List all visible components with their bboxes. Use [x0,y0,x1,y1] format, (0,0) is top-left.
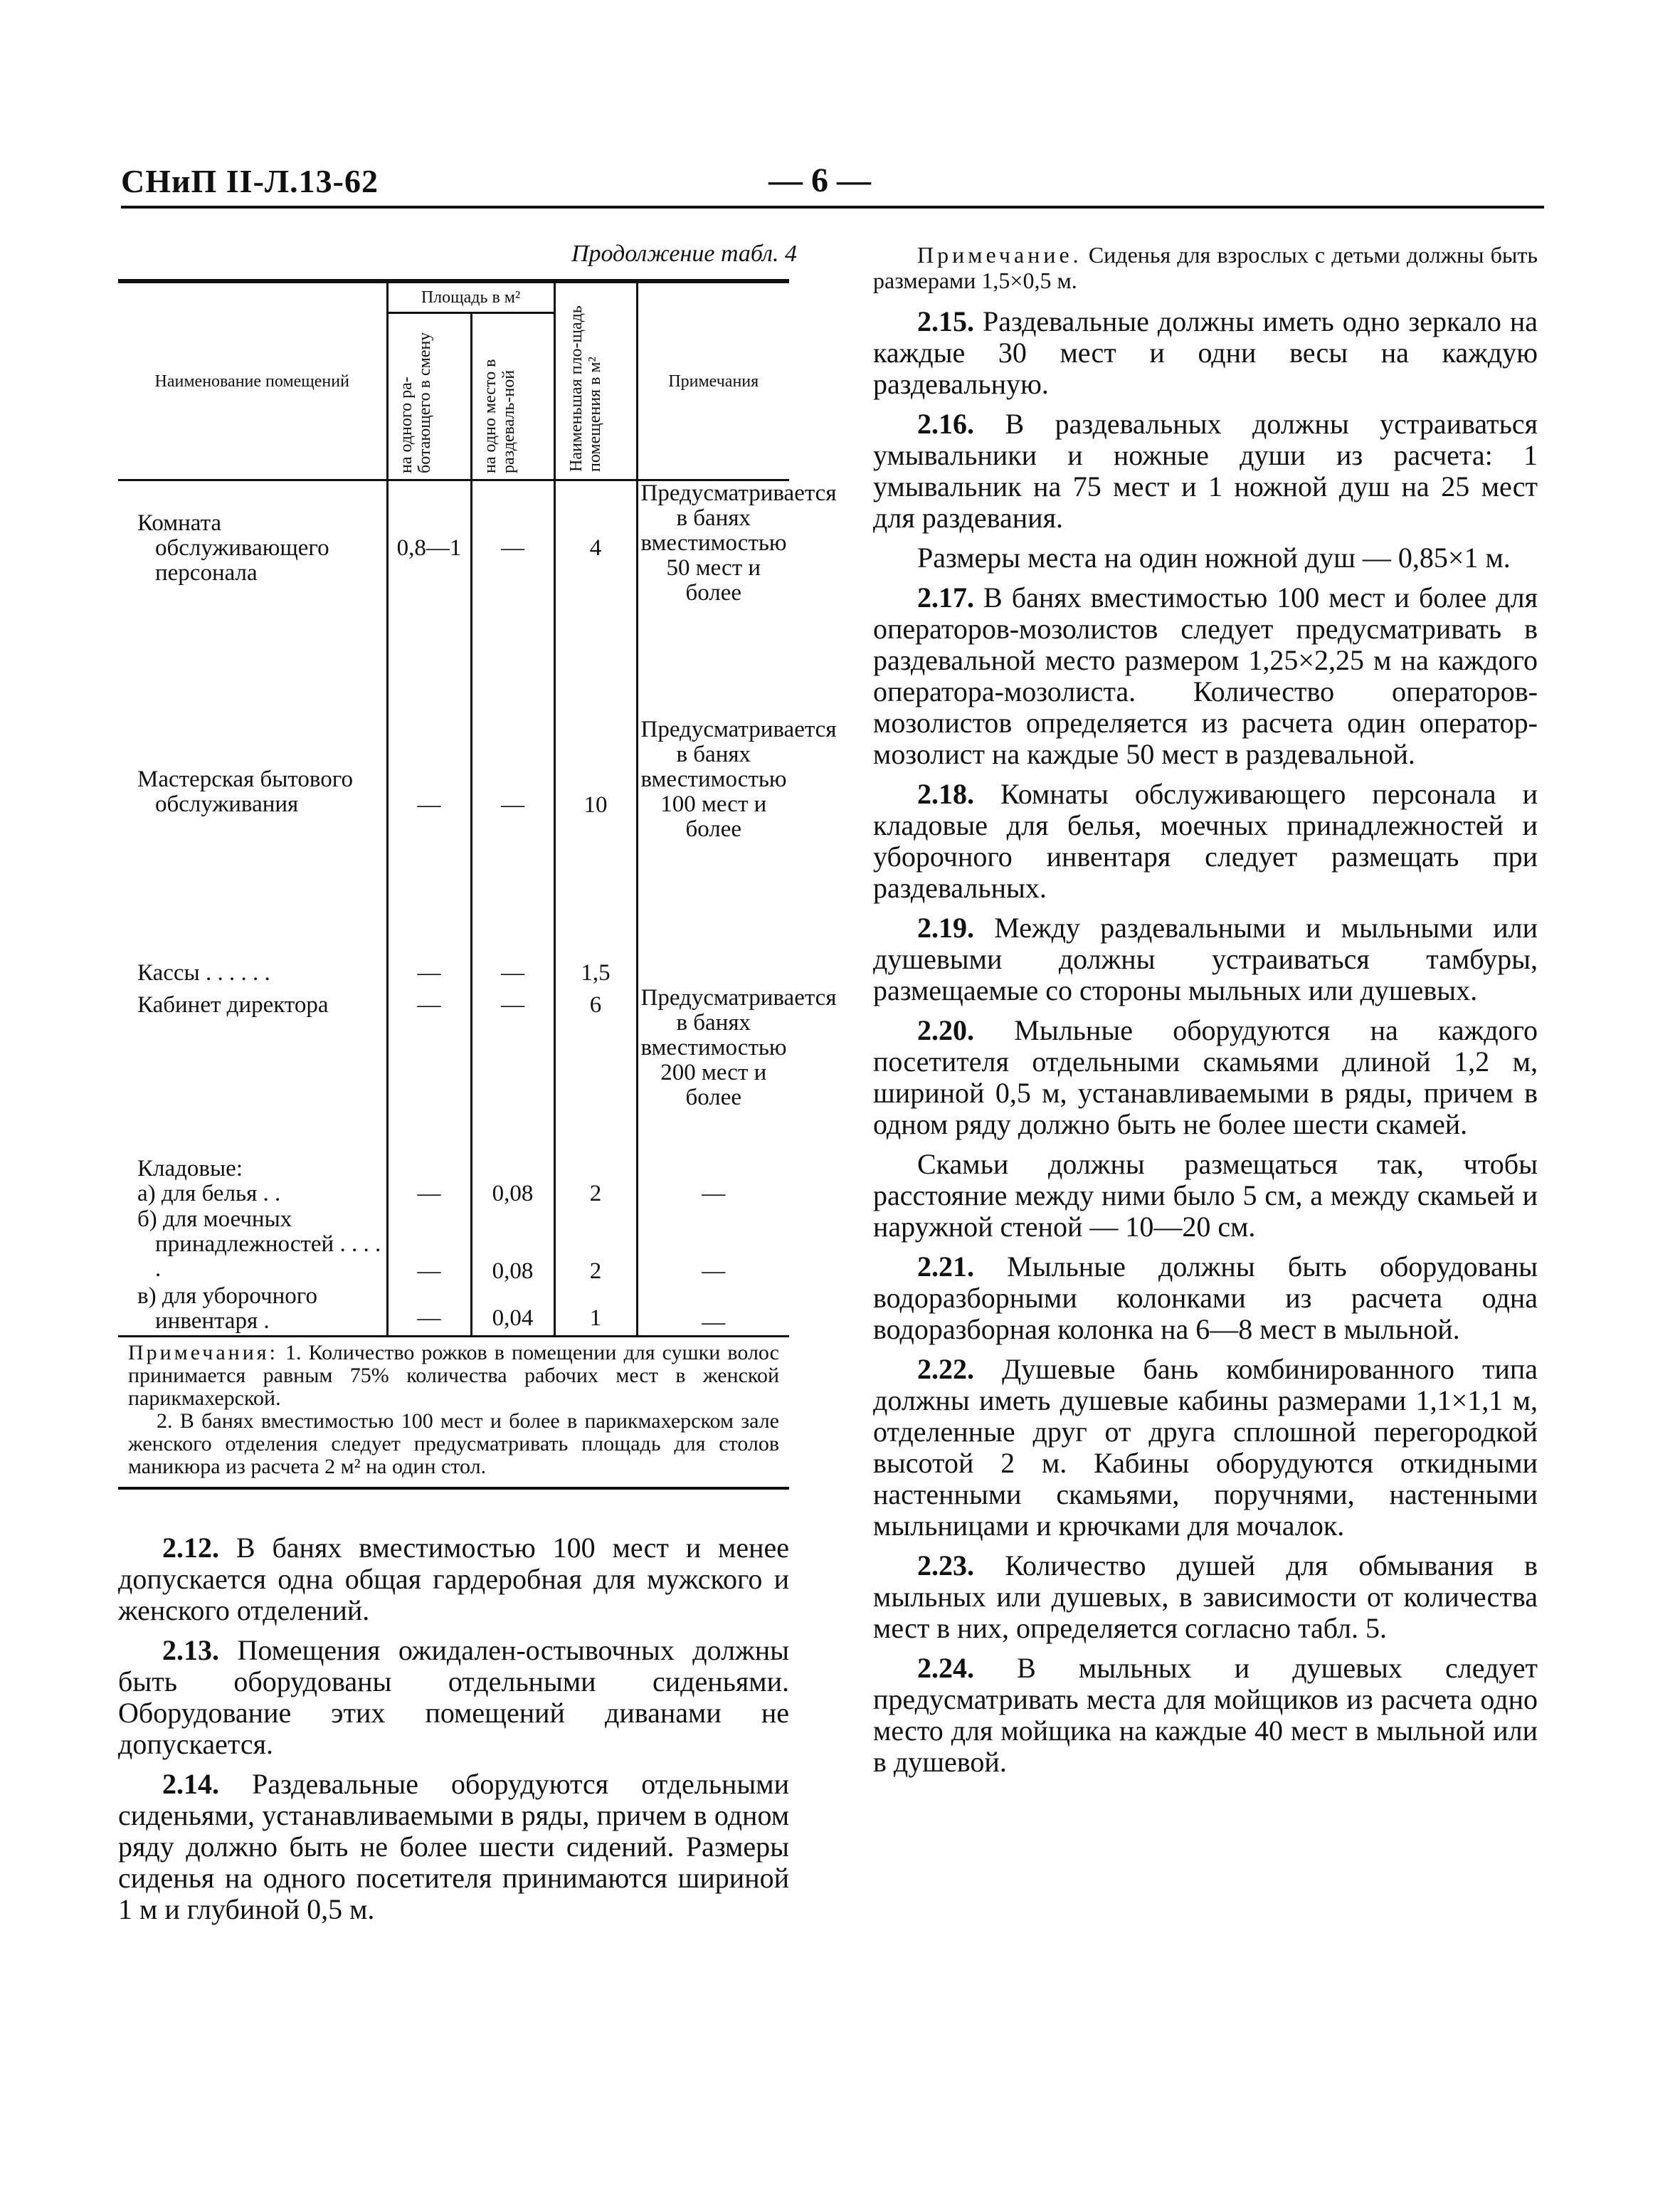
room-name: Кассы . . . . . . [137,960,270,986]
table-row [118,1155,789,1181]
paragraph-text: Мыльные должны быть оборудованы водоразборными колонками из расчета одна водоразборная колонка на 6—8 мест в мыльной. [873,1251,1538,1345]
table-notes [118,1337,789,1489]
area-per-place: — [471,954,554,986]
min-area [554,1155,637,1181]
paragraph [873,582,1538,770]
table-row [118,1284,789,1337]
room-note: — [637,1207,789,1284]
area-per-place: — [471,717,554,954]
paragraph [873,1015,1538,1140]
paragraph-number: 2.18. [917,778,974,810]
paragraph [873,409,1538,534]
area-per-worker: — [387,717,471,954]
paragraph-number: 2.21. [917,1251,974,1283]
area-per-worker: — [387,1181,471,1207]
paragraph-text: В раздевальных должны устраиваться умывальники и ножные души из расчета: 1 умывальник на 75 мест и 1 ножной душ на 25 мест для раздевания. [873,408,1538,534]
room-name: в) для уборочного инвентаря . [137,1283,317,1334]
paragraph [873,1550,1538,1644]
paragraph [118,1769,789,1925]
table-row [118,1207,789,1284]
area-per-place [471,1155,554,1181]
paragraph-number: 2.23. [917,1549,974,1581]
paragraph-text: Размеры места на один ножной душ — 0,85×1 м. [917,542,1511,574]
paragraph-text: Количество душей для обмывания в мыльных или душевых, в зависимости от количества мест в них, определяется согласно табл. 5. [873,1549,1538,1644]
paragraph-number: 2.17. [917,581,974,614]
room-note: Предусматривается в банях вместимостью 50 мест и более [637,480,789,718]
page-number: — 6 — [768,162,871,199]
paragraph [873,1149,1538,1243]
area-per-worker: 0,8—1 [387,480,471,718]
paragraph-text: Раздевальные оборудуются отдельными сиденьями, устанавливаемыми в ряды, причем в одном ряду должно быть не более шести сидений. Размеры сиденья на одного посетителя принимаются шириной 1 м и глубиной 0,5 м. [118,1768,789,1925]
seat-note [873,242,1538,293]
table-row [118,717,789,954]
table-row [118,986,789,1155]
paragraph-text: Раздевальные должны иметь одно зеркало на каждые 30 мест и одни весы на каждую раздевальную. [873,305,1538,400]
paragraph-text: Мыльные оборудуются на каждого посетителя отдельными скамьями длиной 1,2 м, шириной 0,5 м, устанавливаемыми в ряды, причем в одном ряду должно быть не более шести скамей. [873,1014,1538,1140]
min-area: 10 [554,717,637,954]
room-name: Кабинет директора [137,992,329,1018]
header-area-group: Площадь в м² [387,281,554,313]
room-name: б) для моечных принадлежностей . . . . . [137,1206,381,1282]
area-per-place: 0,04 [471,1284,554,1337]
area-per-place: 0,08 [471,1181,554,1207]
table-notes-label: Примечания: [128,1341,278,1364]
paragraph-number: 2.15. [917,305,974,337]
paragraph-text: Скамьи должны размещаться так, чтобы расстояние между ними было 5 см, а между скамьей и наружной стеной — 10—20 см. [873,1148,1538,1243]
room-note: — [637,1284,789,1337]
paragraph [873,306,1538,400]
area-per-place: — [471,986,554,1155]
paragraph-number: 2.13. [162,1634,219,1666]
paragraph-text: В банях вместимостью 100 мест и более для операторов-мозолистов следует предусматривать в раздевальной место размером 1,25×2,25 м на каждого оператора-мозолиста. Количество операторов-мозолистов определяется из расчета один оператор-мозолист на каждые 50 мест в раздевальной. [873,581,1538,770]
area-per-worker: — [387,1284,471,1337]
room-note: Предусматривается в банях вместимостью 100 мест и более [637,717,789,954]
area-per-place: — [471,480,554,718]
room-note [637,1155,789,1181]
table-note-2: 2. В банях вместимостью 100 мест и более в парикмахерском зале женского отделения следует предусматривать площадь для столов маникюра из расчета 2 м² на один стол. [128,1409,779,1478]
table-row [118,480,789,718]
paragraph-number: 2.12. [162,1532,219,1564]
paragraph [873,779,1538,904]
paragraph-text: В мыльных и душевых следует предусматривать места для мойщиков из расчета одно место для мойщика на каждые 40 мест в мыльной или в душевой. [873,1652,1538,1778]
rooms-area-table [118,279,837,1490]
paragraph-text: Между раздевальными и мыльными или душевыми должны устраиваться тамбуры, размещаемые со стороны мыльных или душевых. [873,912,1538,1006]
paragraph-number: 2.24. [917,1652,974,1684]
paragraph-text: В банях вместимостью 100 мест и менее допускается одна общая гардеробная для мужского и женского отделений. [118,1532,790,1626]
area-per-worker [387,1155,471,1181]
area-per-worker: — [387,986,471,1155]
paragraph-text: Душевые бань комбинированного типа должны иметь душевые кабины размерами 1,1×1,1 м, отделенные друг от друга сплошной перегородкой высотой 2 м. Кабины оборудуются откидными настенными скамьями, поручнями, настенными мыльницами и крючками для мочалок. [873,1353,1538,1542]
right-text-column [873,242,1538,1786]
note-text: Сиденья для взрослых с детьми должны быть размерами 1,5×0,5 м. [873,242,1538,293]
area-per-place: 0,08 [471,1207,554,1284]
document-code: СНиП II-Л.13-62 [121,163,379,199]
area-per-worker: — [387,1207,471,1284]
room-note: — [637,1181,789,1207]
room-name: а) для белья . . [137,1181,281,1206]
room-note [637,954,789,986]
room-name: Кладовые: [137,1156,243,1181]
paragraph-number: 2.14. [162,1768,219,1800]
paragraph-number: 2.20. [917,1014,974,1046]
paragraph-text: Помещения ожидален-остывочных должны быть оборудованы отдельными сиденьями. Оборудование этих помещений диванами не допускается. [118,1634,789,1760]
paragraph [873,1354,1538,1542]
header-room-name: Наименование помещений [118,281,387,480]
paragraph-text: Комнаты обслуживающего персонала и кладовые для белья, моечных принадлежностей и уборочного инвентаря следует размещать при раздевальных. [873,778,1538,904]
min-area: 6 [554,986,637,1155]
header-notes: Примечания [637,281,789,480]
paragraph-number: 2.22. [917,1353,974,1385]
paragraph [873,1653,1538,1778]
header-area-per-place: на одно место в раздеваль-ной [471,313,554,480]
header-min-area: Наименьшая пло-щадь помещения в м² [554,281,637,480]
table-row [118,954,789,986]
paragraph [873,912,1538,1006]
table-note-1: 1. Количество рожков в помещении для сушки волос принимается равным 75% количества рабочих мест в женской парикмахерской. [128,1341,779,1410]
paragraph [118,1532,789,1626]
paragraph-number: 2.19. [917,912,974,944]
area-per-worker: — [387,954,471,986]
min-area: 4 [554,480,637,718]
paragraph [118,1635,789,1760]
paragraph [873,1251,1538,1345]
room-name: Мастерская бытового обслуживания [137,767,353,817]
header-rule [121,206,1544,209]
header-area-per-worker: на одного ра-ботающего в смену [387,313,471,480]
paragraph [873,542,1538,574]
left-text-column [118,1532,789,1934]
table-continuation-caption: Продолжение табл. 4 [571,241,797,267]
room-name: Комната обслуживающего персонала [137,510,329,586]
min-area: 1,5 [554,954,637,986]
min-area: 1 [554,1284,637,1337]
room-note: Предусматривается в банях вместимостью 200 мест и более [637,986,789,1155]
table-row [118,1181,789,1207]
paragraph-number: 2.16. [917,408,974,440]
note-label: Примечание. [917,242,1082,268]
min-area: 2 [554,1181,637,1207]
min-area: 2 [554,1207,637,1284]
